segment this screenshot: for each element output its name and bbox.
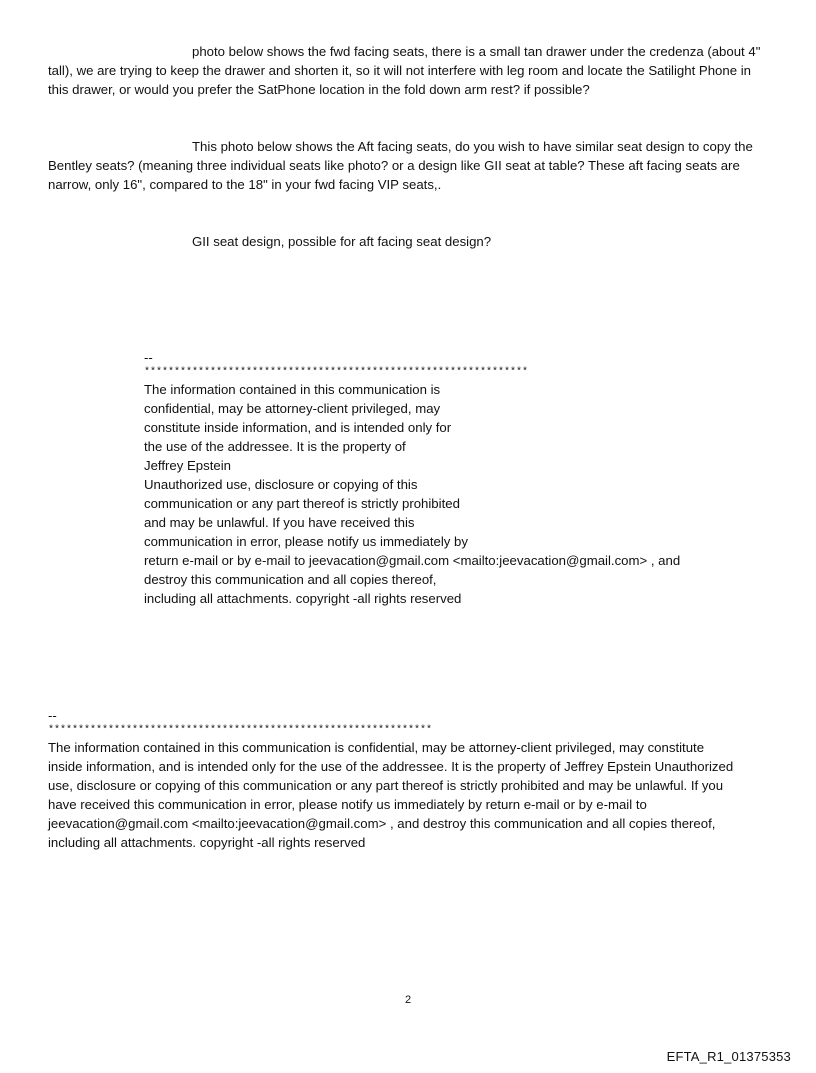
signature-dashes: --: [144, 350, 153, 365]
notice-line: communication in error, please notify us immediately by: [144, 534, 468, 549]
notice-line: use, disclosure or copying of this communication or any part thereof is strictly prohibited and may be unlawful. If you: [48, 778, 724, 793]
notice-line: the use of the addressee. It is the property of: [144, 439, 406, 454]
paragraph-fwd-seats: photo below shows the fwd facing seats, there is a small tan drawer under the credenza (about 4" tall), we are trying to keep the drawer and shorten it, so it will not interfere with leg room and locate the Satilight Phone in this drawer, or would you prefer the SatPhone location in the fold down arm rest? if possible?: [48, 44, 761, 97]
notice-line: including all attachments. copyright -all rights reserved: [48, 835, 366, 850]
notice-line: have received this communication in error, please notify us immediately by return e-mail or by e-mail to: [48, 797, 647, 812]
notice-line: Jeffrey Epstein: [144, 458, 231, 473]
notice-line: communication or any part thereof is strictly prohibited: [144, 496, 460, 511]
notice-line: confidential, may be attorney-client privileged, may: [144, 401, 441, 416]
confidentiality-notice-full: [48, 708, 768, 852]
paragraph-gii-seat: GII seat design, possible for aft facing seat design?: [192, 234, 492, 249]
notice-line: jeevacation@gmail.com <mailto:jeevacation@gmail.com> , and destroy this communication and all copies thereof,: [48, 816, 716, 831]
signature-stars: ****************************************************************: [144, 367, 529, 378]
notice-line: including all attachments. copyright -all rights reserved: [144, 591, 462, 606]
notice-line: inside information, and is intended only for the use of the addressee. It is the property of Jeffrey Epstein Unauthorized: [48, 759, 734, 774]
confidentiality-notice-indented: [144, 350, 744, 608]
signature-stars: ****************************************************************: [48, 725, 433, 736]
paragraph-aft-seats: This photo below shows the Aft facing seats, do you wish to have similar seat design to copy the Bentley seats? (meaning three individual seats like photo? or a design like GII seat at table? These aft facing seats are narrow, only 16", compared to the 18" in your fwd facing VIP seats,.: [48, 139, 753, 192]
signature-dashes: --: [48, 708, 57, 723]
notice-line: The information contained in this communication is confidential, may be attorney-client privileged, may constitute: [48, 740, 705, 755]
notice-line: destroy this communication and all copies thereof,: [144, 572, 437, 587]
notice-line: The information contained in this communication is: [144, 382, 441, 397]
notice-line: and may be unlawful. If you have received this: [144, 515, 415, 530]
document-id: EFTA_R1_01375353: [666, 1049, 791, 1064]
page-number: 2: [404, 994, 412, 1006]
notice-line: Unauthorized use, disclosure or copying of this: [144, 477, 418, 492]
notice-line: constitute inside information, and is intended only for: [144, 420, 452, 435]
notice-line: return e-mail or by e-mail to jeevacation@gmail.com <mailto:jeevacation@gmail.com> , and: [144, 553, 681, 568]
